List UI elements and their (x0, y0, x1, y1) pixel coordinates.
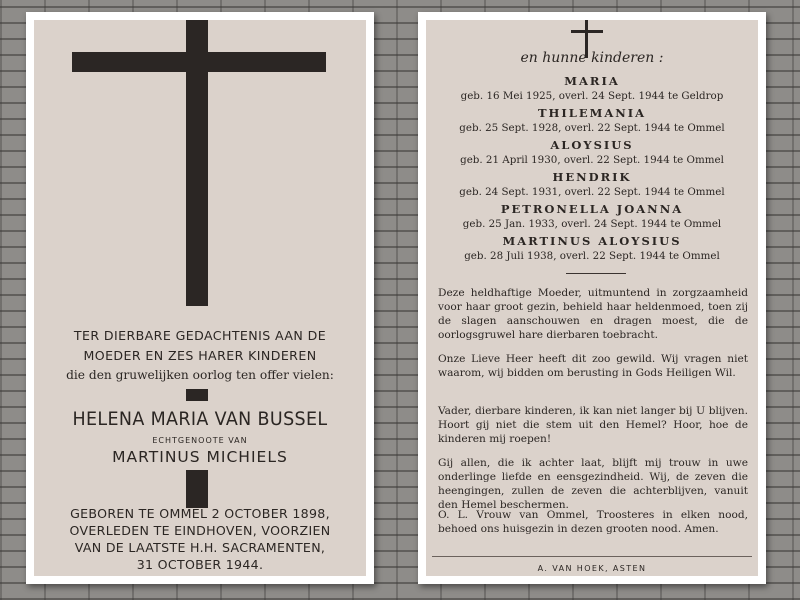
ornament-bar-bottom (186, 470, 208, 508)
paragraph-gods-will: Onze Lieve Heer heeft dit zoo gewild. Wij vragen niet waarom, wij bidden om berusting in Gods Heiligen Wil. (438, 353, 748, 379)
bio-line-3: VAN DE LAATSTE H.H. SACRAMENTEN, (74, 540, 326, 555)
paragraph-farewell: Vader, dierbare kinderen, ik kan niet langer bij U blijven. Hoort gij niet die stem uit den Hemel? Hoor, hoe de kinderen mij roepen! (438, 405, 748, 445)
child-dates: geb. 25 Jan. 1933, overl. 24 Sept. 1944 te Ommel (462, 218, 722, 230)
child-name: MARIA (564, 74, 620, 88)
card-front-face (34, 20, 366, 576)
card-back-face (426, 20, 758, 576)
child-dates: geb. 28 Juli 1938, overl. 22 Sept. 1944 te Ommel (464, 250, 720, 262)
bio-line-1: GEBOREN TE OMMEL 2 OCTOBER 1898, (70, 506, 330, 521)
paragraph-prayer: O. L. Vrouw van Ommel, Troosteres in elken nood, behoed ons huisgezin in dezen grooten nood. Amen. (438, 509, 748, 535)
child-name: HENDRIK (552, 170, 632, 184)
children-header: en hunne kinderen : (520, 50, 664, 66)
dedication-line-2: MOEDER EN ZES HARER KINDEREN (83, 348, 317, 363)
spouse-of-label: ECHTGENOOTE VAN (152, 436, 248, 445)
dedication-line-3: die den gruwelijken oorlog ten offer vielen: (66, 368, 334, 382)
husband-name: MARTINUS MICHIELS (112, 448, 288, 466)
paragraph-protection: Gij allen, die ik achter laat, blijft mij trouw in uwe onderlinge liefde en eensgezindheid. Wij, de zeven die heengingen, zullen de zeven die achterblijven, vanuit den Hemel beschermen. (438, 457, 748, 511)
paragraph-tribute: Deze heldhaftige Moeder, uitmuntend in zorgzaamheid voor haar groot gezin, behield haar heldenmoed, toen zij de slagen aanschouwen en dragen moest, die de oorlogsgruwel hare dierbaren toebracht. (438, 287, 748, 341)
deceased-name: HELENA MARIA VAN BUSSEL (72, 408, 328, 430)
bottom-rule (432, 556, 752, 557)
memorial-card-back (418, 12, 766, 584)
child-dates: geb. 25 Sept. 1928, overl. 22 Sept. 1944 te Ommel (459, 122, 725, 134)
child-name: ALOYSIUS (550, 138, 634, 152)
ornament-bar-top (186, 389, 208, 401)
child-dates: geb. 21 April 1930, overl. 22 Sept. 1944 te Ommel (460, 154, 724, 166)
dedication-line-1: TER DIERBARE GEDACHTENIS AAN DE (73, 328, 327, 343)
child-name: THILEMANIA (537, 106, 647, 120)
child-name: MARTINUS ALOYSIUS (502, 234, 682, 248)
child-name: PETRONELLA JOANNA (500, 202, 684, 216)
large-cross-bar (72, 52, 326, 72)
printer-credit: A. VAN HOEK, ASTEN (537, 564, 647, 573)
small-cross-bar (571, 30, 603, 33)
section-divider (566, 273, 626, 274)
memorial-card-front (26, 12, 374, 584)
child-dates: geb. 16 Mei 1925, overl. 24 Sept. 1944 te Geldrop (460, 90, 724, 102)
child-dates: geb. 24 Sept. 1931, overl. 22 Sept. 1944 te Ommel (459, 186, 725, 198)
bio-line-4: 31 OCTOBER 1944. (136, 557, 264, 572)
bio-line-2: OVERLEDEN TE EINDHOVEN, VOORZIEN (69, 523, 331, 538)
